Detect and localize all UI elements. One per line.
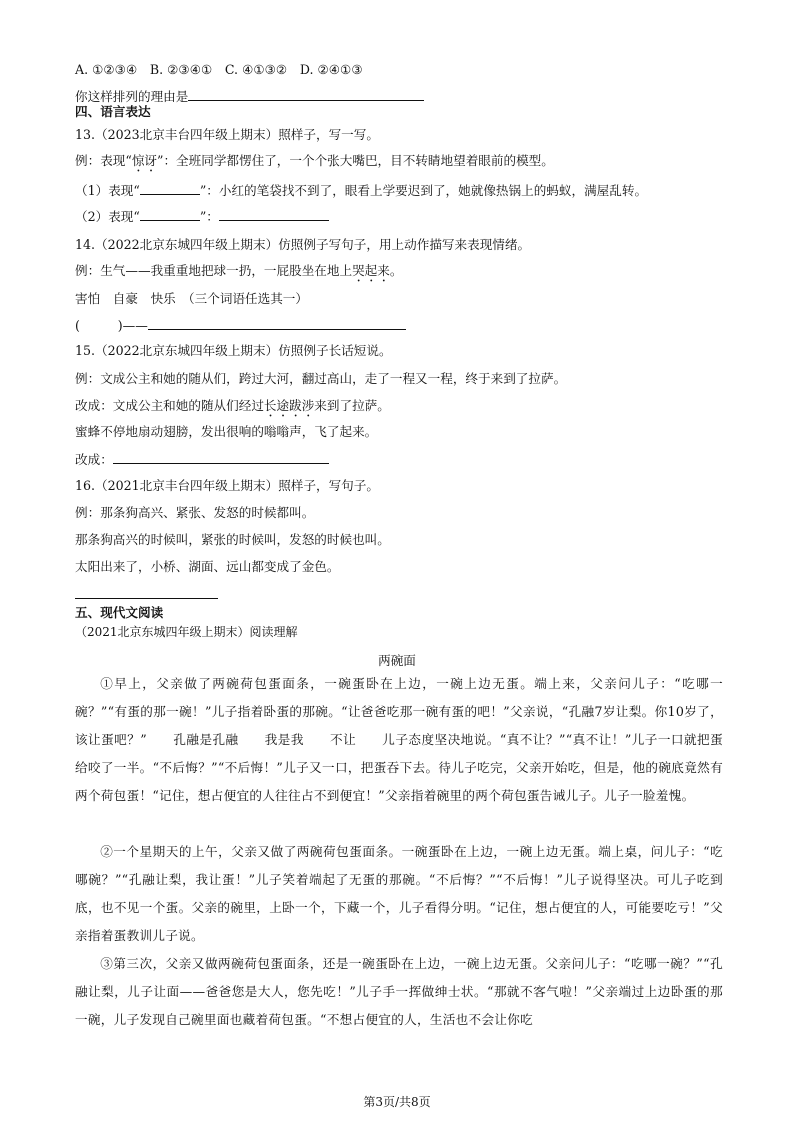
q13-item2-prefix: （2）表现“ bbox=[75, 209, 140, 224]
q14-blank-label: ( )—— bbox=[75, 318, 148, 333]
article-paragraph-3: ③第三次，父亲又做两碗荷包蛋面条，还是一碗蛋卧在上边，一碗上边无蛋。父亲问儿子：“吃哪一碗？”“孔融让梨，儿子让面——爸爸您是大人，您先吃！”儿子手一挥做绅士状。“那就不客气啦！”父亲端过上边卧蛋的那一碗，儿子发现自己碗里面也藏着荷包蛋。“不想占便宜的人，生活也不会让你吃 bbox=[75, 956, 723, 1027]
q15-revised-end: 来到了拉萨。 bbox=[314, 398, 390, 413]
q15-revised bbox=[75, 398, 390, 420]
q13-item1-prefix: （1）表现“ bbox=[75, 183, 140, 198]
q16-example: 例：那条狗高兴、紧张、发怒的时候都叫。 bbox=[75, 505, 315, 520]
q14-choices: 害怕 自豪 快乐 （三个词语任选其一） bbox=[75, 291, 308, 306]
q12-reason-blank[interactable] bbox=[188, 88, 424, 101]
article-paragraph-2: ②一个星期天的上午，父亲又做了两碗荷包蛋面条。一碗蛋卧在上边，一碗上边无蛋。端上桌，问儿子：“吃哪碗？”“孔融让梨，我让蛋！”儿子笑着端起了无蛋的那碗。“不后悔？”“不后悔！”儿子说得坚决。可儿子吃到底，也不见一个蛋。父亲的碗里，上卧一个，下藏一个，儿子看得分明。“记住，想占便宜的人，可能要吃亏！”父亲指着蛋教训儿子说。 bbox=[75, 844, 723, 943]
q13-item1-suffix: ”：小红的笔袋找不到了，眼看上学要迟到了，她就像热锅上的蚂蚁，满屋乱转。 bbox=[199, 183, 648, 198]
q13-item1 bbox=[75, 182, 647, 199]
q14-stem: 14.（2022北京东城四年级上期末）仿照例子写句子，用上动作描写来表现情绪。 bbox=[75, 237, 531, 252]
q12-options: A. ①②③④ B. ②③④① C. ④①③② D. ②④①③ bbox=[75, 62, 363, 77]
q13-item2 bbox=[75, 208, 329, 225]
article-title: 两碗面 bbox=[378, 653, 416, 668]
section5-source: （2021北京东城四年级上期末）阅读理解 bbox=[75, 625, 298, 639]
q13-example bbox=[75, 153, 554, 175]
page-footer: 第3页/共8页 bbox=[363, 1095, 431, 1109]
q14-example bbox=[75, 263, 402, 285]
q12-reason-prompt: 你这样排列的理由是 bbox=[75, 89, 189, 104]
q16-example2: 那条狗高兴的时候叫，紧张的时候叫，发怒的时候也叫。 bbox=[75, 532, 390, 547]
q15-revised-dotted: 长途跋涉 bbox=[263, 398, 315, 413]
q13-item2-blank-word[interactable] bbox=[140, 208, 200, 221]
q13-example-word: 惊讶 bbox=[131, 153, 158, 168]
q15-answer-prefix: 改成： bbox=[75, 452, 113, 467]
q15-example: 例：文成公主和她的随从们，跨过大河，翻过高山，走了一程又一程，终于来到了拉萨。 bbox=[75, 371, 567, 386]
q13-item1-blank[interactable] bbox=[140, 182, 200, 195]
q13-stem: 13.（2023北京丰台四年级上期末）照样子，写一写。 bbox=[75, 127, 379, 142]
article-paragraph-1: ①早上，父亲做了两碗荷包蛋面条，一碗蛋卧在上边，一碗上边无蛋。端上来，父亲问儿子：“吃哪一碗？”“有蛋的那一碗！”儿子指着卧蛋的那碗。“让爸爸吃那一碗有蛋的吧！”父亲说，“孔融7岁让梨。你10岁了，该让蛋吧？” 孔融是孔融 我是我 不让 儿子态度坚决地说。“真不让？”“真不让！”儿子一口就把蛋给咬了一半。“不后悔？”“不后悔！”儿子又一口，把蛋吞下去。待儿子吃完，父亲开始吃，但是，他的碗底竟然有两个荷包蛋！“记住，想占便宜的人往往占不到便宜！”父亲指着碗里的两个荷包蛋告诫儿子。儿子一脸羞愧。 bbox=[75, 676, 723, 803]
q14-answer-line bbox=[75, 317, 406, 334]
q15-revised-prefix: 改成：文成公主和她的随从们经过 bbox=[75, 398, 264, 413]
q13-example-rest: ”：全班同学都愣住了，一个个张大嘴巴，目不转睛地望着眼前的模型。 bbox=[157, 153, 554, 168]
q15-answer-line bbox=[75, 451, 329, 468]
q15-stem: 15.（2022北京东城四年级上期末）仿照例子长话短说。 bbox=[75, 343, 392, 358]
q12-reason-line bbox=[75, 88, 424, 105]
q16-answer-blank[interactable] bbox=[75, 598, 218, 599]
q15-answer-blank[interactable] bbox=[113, 451, 329, 464]
q13-example-prefix: 例：表现“ bbox=[75, 153, 132, 168]
q14-example-end: 。 bbox=[389, 263, 403, 278]
section5-heading: 五、现代文阅读 bbox=[75, 605, 164, 620]
q14-example-prefix: 例：生气——我重重地把球一扔，一屁股坐在地上 bbox=[75, 263, 353, 278]
q14-example-dotted: 哭起来 bbox=[352, 263, 390, 278]
q13-item2-blank-sentence[interactable] bbox=[219, 208, 329, 221]
q16-sentence: 太阳出来了，小桥、湖面、远山都变成了金色。 bbox=[75, 559, 340, 574]
q16-stem: 16.（2021北京丰台四年级上期末）照样子，写句子。 bbox=[75, 478, 379, 493]
section4-heading: 四、语言表达 bbox=[75, 104, 151, 119]
q13-item2-suffix: ”： bbox=[199, 209, 219, 224]
q14-answer-blank[interactable] bbox=[148, 317, 406, 330]
q15-sentence: 蜜蜂不停地扇动翅膀，发出很响的嗡嗡声，飞了起来。 bbox=[75, 424, 378, 439]
